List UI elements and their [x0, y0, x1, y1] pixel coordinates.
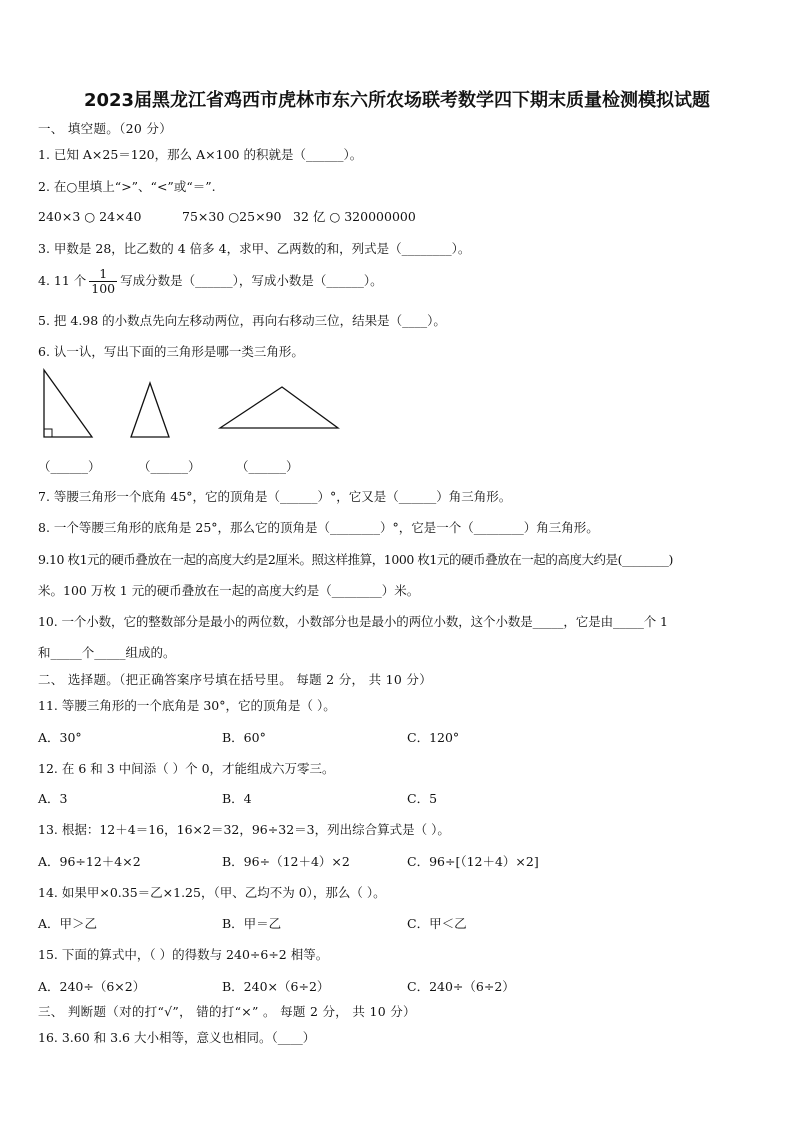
question-9-line-2: 米。100 万枚 1 元的硬币叠放在一起的高度大约是（________）米。	[38, 583, 420, 598]
section-choice: 二、 选择题。（把正确答案序号填在括号里。 每题 2 分， 共 10 分）	[38, 672, 433, 687]
question-13-option-c: C．96÷[（12＋4）×2]	[407, 854, 539, 869]
answer-blank-2: （______）	[138, 459, 201, 474]
question-1: 1. 已知 A×25＝120，那么 A×100 的积就是（______）。	[38, 147, 363, 162]
fraction-numerator: 1	[89, 267, 117, 282]
question-11-option-b: B．60°	[222, 730, 266, 745]
question-9-line-1: 9.10 枚1元的硬币叠放在一起的高度大约是2厘米。照这样推算，1000 枚1元的硬币叠放在一起的高度大约是(________)	[38, 552, 673, 567]
fraction	[89, 267, 117, 296]
question-10-line-1: 10. 一个小数，它的整数部分是最小的两位数，小数部分也是最小的两位小数，这个小数是_____，它是由_____个 1	[38, 614, 668, 629]
question-10-line-2: 和_____个_____组成的。	[38, 645, 176, 660]
question-15: 15. 下面的算式中，（ ）的得数与 240÷6÷2 相等。	[38, 947, 329, 962]
question-13: 13. 根据：12＋4＝16，16×2＝32，96÷32＝3，列出综合算式是（ ）。	[38, 822, 450, 837]
right-triangle	[44, 370, 92, 437]
question-15-option-a: A．240÷（6×2）	[38, 979, 146, 994]
triangle-figures	[38, 368, 358, 443]
question-3: 3. 甲数是 28，比乙数的 4 倍多 4，求甲、乙两数的和，列式是（________）。	[38, 241, 471, 256]
question-8: 8. 一个等腰三角形的底角是 25°，那么它的顶角是（________）°，它是一个（________）角三角形。	[38, 520, 599, 535]
question-11-option-a: A．30°	[38, 730, 82, 745]
question-12: 12. 在 6 和 3 中间添（ ）个 0，才能组成六万零三。	[38, 761, 335, 776]
section-true-false: 三、 判断题（对的打“√”， 错的打“×” 。 每题 2 分， 共 10 分）	[38, 1004, 416, 1019]
obtuse-triangle	[220, 387, 338, 428]
question-11-option-c: C．120°	[407, 730, 460, 745]
question-14: 14. 如果甲×0.35＝乙×1.25，（甲、乙均不为 0），那么（ ）。	[38, 885, 386, 900]
answer-blank-1: （______）	[38, 459, 101, 474]
question-12-option-c: C．5	[407, 791, 438, 806]
question-2-c: 32 亿 ○ 320000000	[293, 209, 416, 224]
question-13-option-a: A．96÷12＋4×2	[38, 854, 141, 869]
question-2-a: 240×3 ○ 24×40	[38, 209, 142, 224]
question-2-b: 75×30 ○25×90	[182, 209, 282, 224]
question-4-suffix: 写成分数是（______），写成小数是（______）。	[120, 273, 383, 288]
question-16: 16. 3.60 和 3.6 大小相等，意义也相同。（____）	[38, 1030, 316, 1045]
question-14-option-b: B．甲＝乙	[222, 916, 282, 931]
question-15-option-c: C．240÷（6÷2）	[407, 979, 515, 994]
acute-triangle	[131, 383, 169, 437]
question-13-option-b: B．96÷（12＋4）×2	[222, 854, 350, 869]
question-12-option-a: A．3	[38, 791, 68, 806]
question-7: 7. 等腰三角形一个底角 45°，它的顶角是（______）°，它又是（______）角三角形。	[38, 489, 512, 504]
question-2: 2. 在○里填上“>”、“<”或“＝”.	[38, 179, 216, 194]
question-5: 5. 把 4.98 的小数点先向左移动两位，再向右移动三位，结果是（____）。	[38, 313, 446, 328]
page-title: 2023届黑龙江省鸡西市虎林市东六所农场联考数学四下期末质量检测模拟试题	[83, 90, 711, 111]
question-4	[38, 267, 383, 296]
fraction-denominator: 100	[91, 281, 116, 296]
question-14-option-a: A．甲＞乙	[38, 916, 98, 931]
section-fill-in: 一、 填空题。（20 分）	[38, 121, 173, 136]
question-12-option-b: B．4	[222, 791, 252, 806]
question-15-option-b: B．240×（6÷2）	[222, 979, 330, 994]
question-11: 11. 等腰三角形的一个底角是 30°，它的顶角是（ ）。	[38, 698, 336, 713]
question-14-option-c: C．甲＜乙	[407, 916, 467, 931]
question-4-prefix: 4. 11 个	[38, 273, 87, 288]
answer-blank-3: （______）	[236, 459, 299, 474]
question-6: 6. 认一认，写出下面的三角形是哪一类三角形。	[38, 344, 304, 359]
